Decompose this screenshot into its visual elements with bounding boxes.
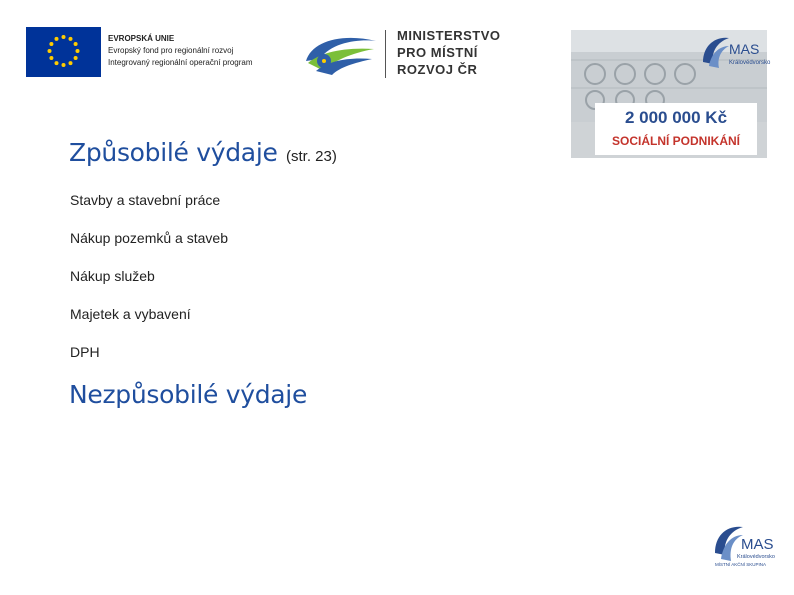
mmr-divider	[385, 30, 386, 78]
banner-mas-region: Královédvorsko	[729, 60, 771, 66]
eligible-page-note: (str. 23)	[286, 148, 337, 165]
eu-logo-line3: Integrovaný regionální operační program	[108, 58, 253, 67]
eu-logo-line1: EVROPSKÁ UNIE	[108, 34, 175, 43]
list-item: DPH	[70, 344, 100, 360]
mmr-logo-text	[397, 27, 501, 78]
eu-flag-icon	[26, 27, 101, 77]
mmr-line1: MINISTERSTVO	[397, 28, 501, 43]
ineligible-title: Nezpůsobilé výdaje	[69, 380, 308, 409]
eu-logo-line2: Evropský fond pro regionální rozvoj	[108, 46, 234, 55]
list-item: Nákup pozemků a staveb	[70, 230, 228, 246]
footer-mas-logo	[713, 523, 783, 569]
banner-subtitle: SOCIÁLNÍ PODNIKÁNÍ	[611, 134, 740, 148]
footer-mas-region: Královédvorsko	[737, 554, 775, 560]
banner-text-box	[595, 103, 757, 155]
mmr-line3: ROZVOJ ČR	[397, 62, 478, 77]
eu-logo-text	[108, 33, 253, 69]
eligible-list	[70, 190, 228, 380]
list-item: Nákup služeb	[70, 268, 155, 284]
banner-amount: 2 000 000 Kč	[624, 108, 728, 127]
footer-mas-tagline: MÍSTNÍ AKČNÍ SKUPINA	[715, 562, 767, 567]
eligible-heading	[69, 138, 337, 167]
banner-mas-label: MAS	[729, 41, 760, 57]
mmr-emblem-icon	[302, 31, 380, 75]
list-item: Stavby a stavební práce	[70, 192, 221, 208]
grant-banner	[571, 30, 771, 158]
eligible-title: Způsobilé výdaje	[69, 138, 278, 167]
list-item: Majetek a vybavení	[70, 306, 191, 322]
banner-mas-logo	[699, 32, 771, 72]
footer-mas-label: MAS	[741, 536, 774, 553]
eu-logo	[26, 27, 280, 77]
mmr-line2: PRO MÍSTNÍ	[397, 45, 478, 60]
